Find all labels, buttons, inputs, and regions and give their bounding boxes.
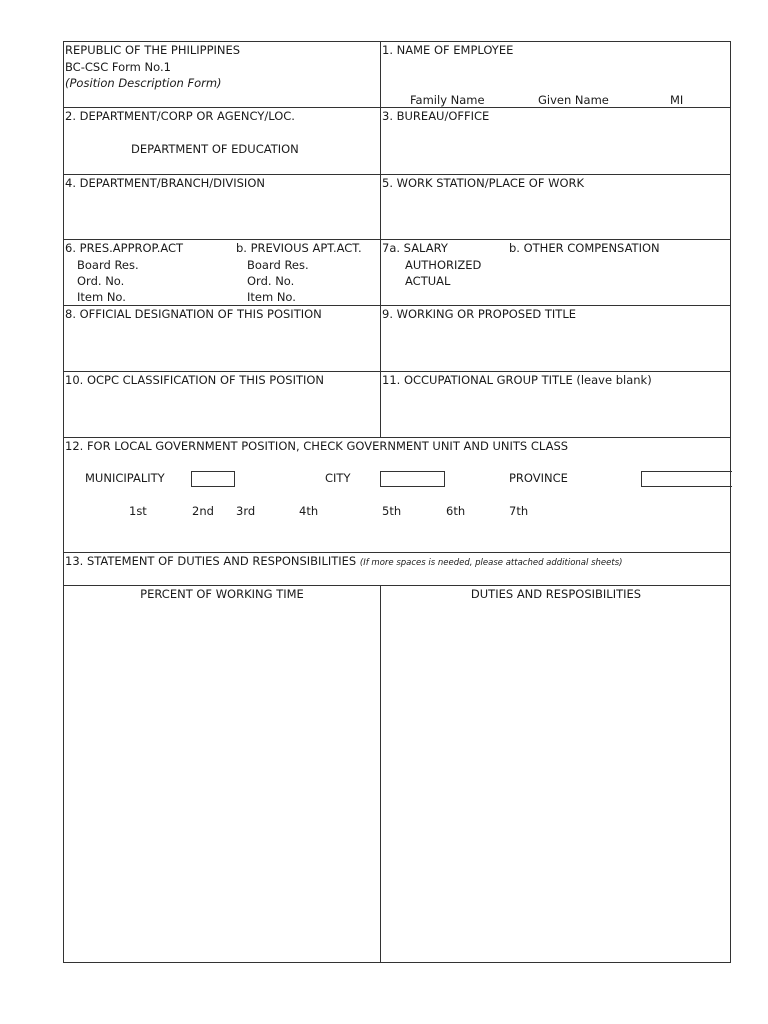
working-title-label: 9. WORKING OR PROPOSED TITLE [382, 307, 576, 321]
class-7th[interactable]: 7th [509, 504, 529, 518]
item-no-label: Item No. [77, 290, 126, 304]
class-3rd[interactable]: 3rd [236, 504, 256, 518]
row-divider [64, 552, 730, 553]
duties-statement-heading [65, 554, 622, 570]
work-station-label: 5. WORK STATION/PLACE OF WORK [382, 176, 585, 190]
ord-no-label: Ord. No. [77, 274, 125, 288]
row-divider [64, 239, 730, 240]
class-5th[interactable]: 5th [382, 504, 402, 518]
pres-approp-act-label: 6. PRES.APPROP.ACT [65, 241, 184, 255]
department-agency-value: DEPARTMENT OF EDUCATION [131, 142, 299, 156]
row-divider [64, 371, 730, 372]
duties-statement-label: 13. STATEMENT OF DUTIES AND RESPONSIBILITIES [65, 554, 357, 568]
class-6th[interactable]: 6th [446, 504, 466, 518]
previous-ord-no-label: Ord. No. [247, 274, 295, 288]
salary-actual-label: ACTUAL [405, 274, 451, 288]
middle-initial-label: MI [670, 93, 684, 107]
official-designation-label: 8. OFFICIAL DESIGNATION OF THIS POSITION [65, 307, 322, 321]
salary-authorized-label: AUTHORIZED [405, 258, 482, 272]
given-name-label: Given Name [538, 93, 609, 107]
province-label: PROVINCE [509, 471, 568, 485]
salary-label: 7a. SALARY [382, 241, 448, 255]
class-2nd[interactable]: 2nd [192, 504, 214, 518]
form-name: (Position Description Form) [65, 76, 222, 90]
form-number: BC-CSC Form No.1 [65, 60, 171, 74]
previous-apt-act-label: b. PREVIOUS APT.ACT. [236, 241, 362, 255]
previous-board-res-label: Board Res. [247, 258, 309, 272]
additional-sheets-note: (If more spaces is needed, please attached additional sheets) [359, 558, 623, 568]
occupational-group-label: 11. OCCUPATIONAL GROUP TITLE (leave blank) [382, 373, 652, 387]
family-name-label: Family Name [410, 93, 485, 107]
municipality-checkbox[interactable] [191, 471, 235, 487]
row-divider [64, 305, 730, 306]
row-divider [64, 107, 730, 108]
bureau-office-label: 3. BUREAU/OFFICE [382, 109, 490, 123]
class-1st[interactable]: 1st [129, 504, 147, 518]
row-divider [64, 585, 730, 586]
branch-division-label: 4. DEPARTMENT/BRANCH/DIVISION [65, 176, 265, 190]
duties-responsibilities-header: DUTIES AND RESPOSIBILITIES [470, 587, 642, 601]
column-divider [380, 585, 381, 963]
name-of-employee-label: 1. NAME OF EMPLOYEE [382, 43, 514, 57]
ocpc-classification-label: 10. OCPC CLASSIFICATION OF THIS POSITION [65, 373, 325, 387]
city-checkbox[interactable] [380, 471, 445, 487]
class-4th[interactable]: 4th [299, 504, 319, 518]
province-checkbox[interactable] [641, 471, 732, 487]
city-label: CITY [325, 471, 351, 485]
municipality-label: MUNICIPALITY [85, 471, 165, 485]
position-description-form [63, 41, 731, 963]
row-divider [64, 174, 730, 175]
column-divider [380, 42, 381, 437]
local-government-label: 12. FOR LOCAL GOVERNMENT POSITION, CHECK GOVERNMENT UNIT AND UNITS CLASS [65, 439, 569, 453]
republic-heading: REPUBLIC OF THE PHILIPPINES [65, 43, 241, 57]
board-res-label: Board Res. [77, 258, 139, 272]
previous-item-no-label: Item No. [247, 290, 296, 304]
percent-working-time-header: PERCENT OF WORKING TIME [140, 587, 304, 601]
department-agency-label: 2. DEPARTMENT/CORP OR AGENCY/LOC. [65, 109, 295, 123]
row-divider [64, 437, 730, 438]
other-compensation-label: b. OTHER COMPENSATION [509, 241, 660, 255]
